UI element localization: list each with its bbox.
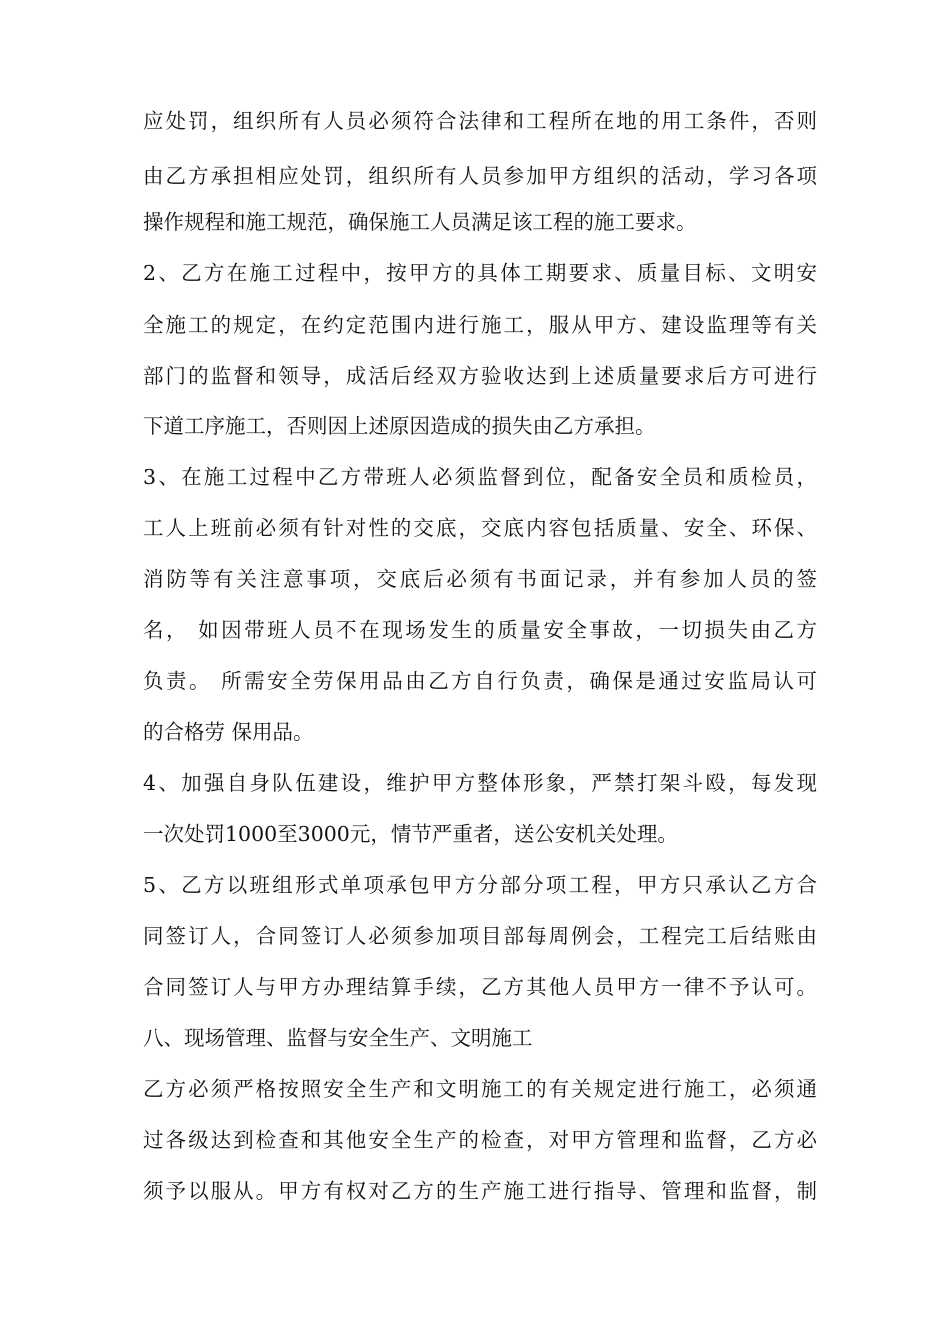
text-line: 乙方必须严格按照安全生产和文明施工的有关规定进行施工，必须通 [143,1077,817,1101]
section-heading: 八、现场管理、监督与安全生产、文明施工 [143,1026,533,1050]
text-line: 操作规程和施工规范，确保施工人员满足该工程的施工要求。 [143,210,697,234]
text-line: 同签订人，合同签订人必须参加项目部每周例会，工程完工后结账由 [143,924,817,948]
text-line: 4、加强自身队伍建设，维护甲方整体形象，严禁打架斗殴，每发现 [143,771,817,795]
text-line: 工人上班前必须有针对性的交底，交底内容包括质量、安全、环保、 [143,516,817,540]
text-line: 一次处罚1000至3000元，情节严重者，送公安机关处理。 [143,822,678,846]
text-line: 全施工的规定，在约定范围内进行施工，服从甲方、建设监理等有关 [143,313,817,337]
text-line: 由乙方承担相应处罚，组织所有人员参加甲方组织的活动，学习各项 [143,164,817,188]
text-line: 合同签订人与甲方办理结算手续，乙方其他人员甲方一律不予认可。 [143,975,817,999]
text-line: 2、乙方在施工过程中，按甲方的具体工期要求、质量目标、文明安 [143,261,817,285]
text-line: 5、乙方以班组形式单项承包甲方分部分项工程，甲方只承认乙方合 [143,873,817,897]
text-line: 名， 如因带班人员不在现场发生的质量安全事故，一切损失由乙方 [143,618,817,642]
text-line: 的合格劳 保用品。 [143,720,314,744]
text-line: 须予以服从。甲方有权对乙方的生产施工进行指导、管理和监督，制 [143,1179,817,1203]
text-line: 过各级达到检查和其他安全生产的检查，对甲方管理和监督，乙方必 [143,1128,817,1152]
text-line: 3、在施工过程中乙方带班人必须监督到位，配备安全员和质检员， [143,465,817,489]
text-line: 部门的监督和领导，成活后经双方验收达到上述质量要求后方可进行 [143,364,817,388]
text-line: 消防等有关注意事项，交底后必须有书面记录，并有参加人员的签 [143,567,817,591]
text-line: 下道工序施工，否则因上述原因造成的损失由乙方承担。 [143,414,656,438]
text-line: 应处罚，组织所有人员必须符合法律和工程所在地的用工条件，否则 [143,109,817,133]
text-line: 负责。 所需安全劳保用品由乙方自行负责，确保是通过安监局认可 [143,669,817,693]
